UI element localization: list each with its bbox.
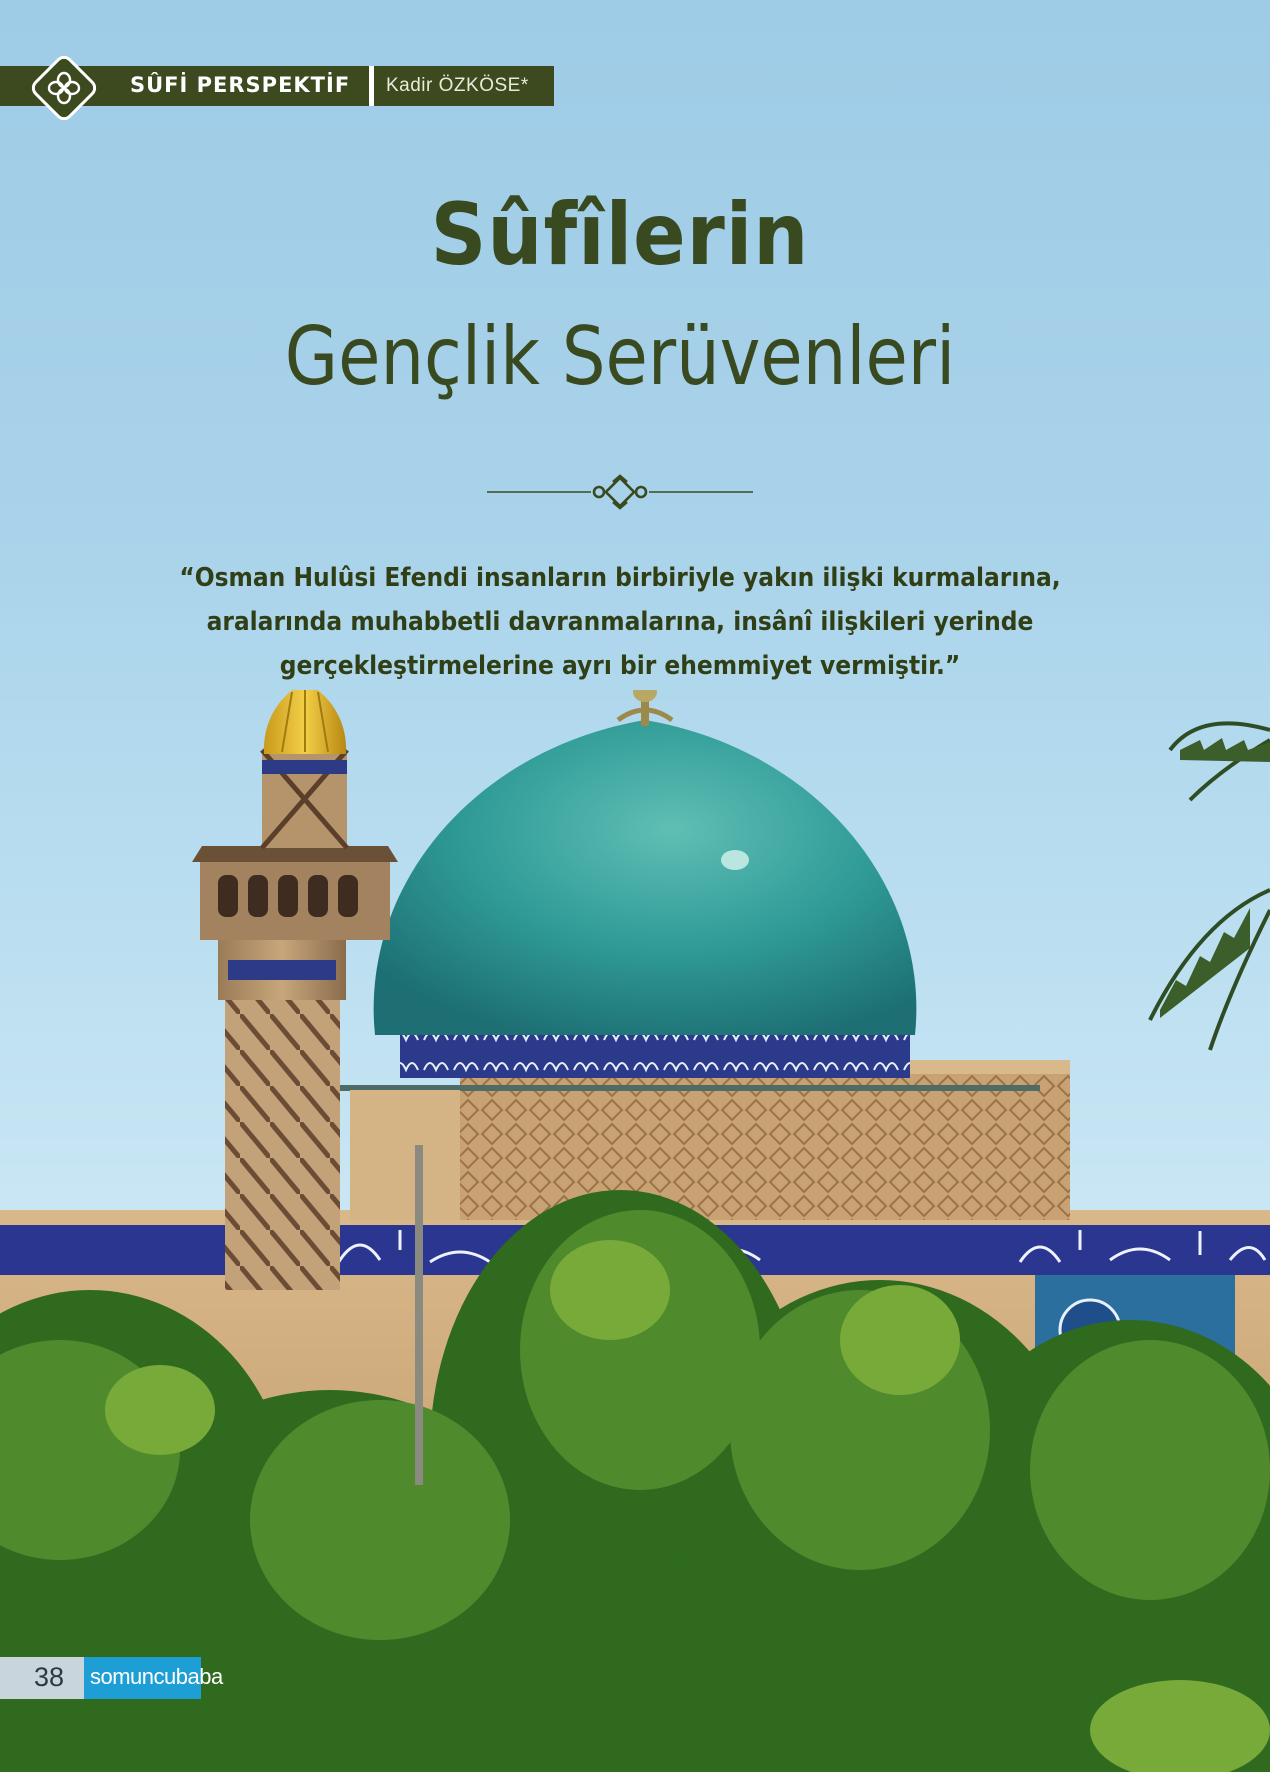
quote-line: “Osman Hulûsi Efendi insanların birbiriyle yakın ilişki kurmalarına, <box>179 563 1061 593</box>
author-name: Kadir ÖZKÖSE* <box>386 75 529 96</box>
section-label: SÛFİ PERSPEKTİF <box>130 73 351 97</box>
ornament-knot-icon <box>28 52 100 124</box>
quote-line: aralarında muhabbetli davranmalarına, insânî ilişkileri yerinde <box>206 607 1034 637</box>
magazine-name: somuncubaba <box>90 1664 223 1689</box>
mosque-photo <box>0 690 1270 1772</box>
author-box <box>374 66 554 106</box>
ornament-divider-icon <box>487 474 753 510</box>
article-subtitle: Gençlik Serüvenleri <box>284 310 956 403</box>
article-title: Sûfîlerin <box>430 185 810 285</box>
page-number: 38 <box>34 1662 65 1692</box>
quote-line: gerçekleştirmelerine ayrı bir ehemmiyet vermiştir.” <box>279 651 961 681</box>
pull-quote <box>150 556 1090 688</box>
